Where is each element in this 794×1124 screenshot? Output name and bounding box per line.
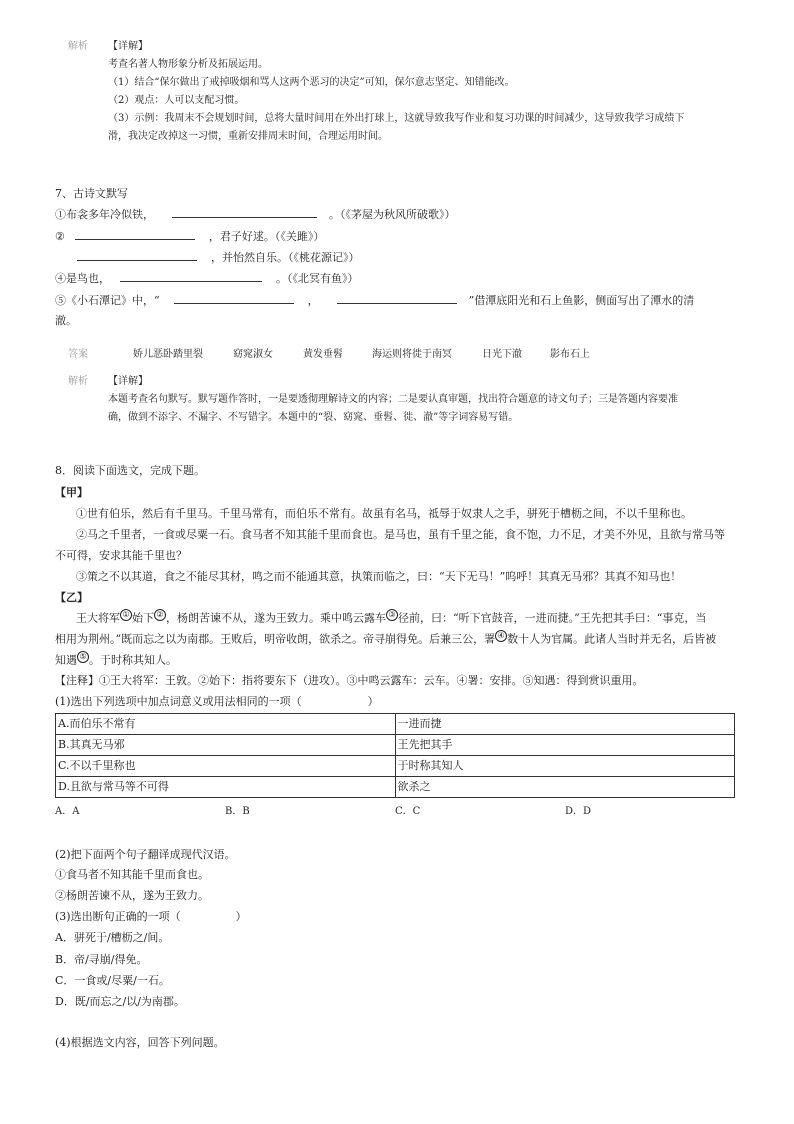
note-marker: ⑤ <box>77 651 89 663</box>
note-marker: ③ <box>386 609 398 621</box>
table-cell: C.不以千里称也 <box>56 756 396 777</box>
poem-text: ② <box>55 230 65 243</box>
passage-paragraph: ②马之千里者，一食或尽粟一石。食马者不知其能千里而食也。是马也，虽有千里之能，食不饱，力不足，才美不外见，且欲与常马等 <box>76 528 725 541</box>
poem-text: ”借潭底阳光和石上鱼影，侧面写出了潭水的清 <box>468 294 695 307</box>
option-a[interactable]: A．骈死于/槽枥之/间。 <box>55 931 170 944</box>
poem-source: 。（《茅屋为秋风所破歌》） <box>329 208 456 221</box>
analysis-line: 确，做到不添字、不漏字、不写错字。本题中的“裂、窈窕、垂髫、徙、澈”等字词容易写错。 <box>108 412 519 423</box>
table-cell: 王先把其手 <box>395 735 735 756</box>
fill-blank[interactable] <box>75 229 195 240</box>
answer-item: 影布石上 <box>550 349 590 360</box>
question-8-title: 8．阅读下面选文，完成下题。 <box>55 464 205 477</box>
fill-blank[interactable] <box>337 293 457 304</box>
poem-line-4 <box>55 271 359 286</box>
analysis-line: 考查名著人物形象分析及拓展运用。 <box>108 59 268 70</box>
analysis-label: 解析 <box>68 376 88 387</box>
passage-paragraph: 相用为荆州。”既而忘之以为南郡。王败后，明帝收朗，欲杀之。帝寻崩得免。后兼三公，署 ④ 数十人为官属。此诸人当时并无名，后皆被 <box>55 631 717 646</box>
choice-c[interactable]: C．C <box>395 806 421 817</box>
answer-item: 黄发垂髫 <box>303 349 343 360</box>
poem-line-5-cont: 澈。 <box>55 314 77 327</box>
analysis-label: 解析 <box>68 41 88 52</box>
analysis-line: 本题考查名句默写。默写题作答时，一是要透彻理解诗文的内容；二是要认真审题，找出符合题意的诗文句子；三是答题内容要准 <box>108 394 678 405</box>
translate-sentence: ②杨朗苦谏不从，遂为王致力。 <box>55 889 209 902</box>
analysis-tag: 【详解】 <box>108 41 148 52</box>
option-d[interactable]: D．既/而忘之/以/为南郡。 <box>55 995 185 1008</box>
answer-item: 日光下澈 <box>482 349 522 360</box>
table-cell: D.且欲与常马等不可得 <box>56 777 396 798</box>
options-table <box>55 713 735 798</box>
translate-sentence: ①食马者不知其能千里而食也。 <box>55 868 209 881</box>
table-row <box>56 777 735 798</box>
answer-item: 海运则将徙于南冥 <box>372 349 452 360</box>
passage-paragraph: ①世有伯乐，然后有千里马。千里马常有，而伯乐不常有。故虽有名马，祗辱于奴隶人之手，骈死于槽枥之间，不以千里称也。 <box>76 507 692 520</box>
note-marker: ① <box>120 609 132 621</box>
analysis-tag: 【详解】 <box>108 376 148 387</box>
subquestion-1: (1)选出下列选项中加点词意义或用法相同的一项（ ） <box>55 695 379 708</box>
note-marker: ④ <box>495 630 507 642</box>
passage-paragraph: 知遇 ⑤ 。于时称其知人。 <box>55 652 177 667</box>
poem-line-5 <box>55 293 694 308</box>
choice-d[interactable]: D．D <box>565 806 592 817</box>
fill-blank[interactable] <box>120 271 262 282</box>
fill-blank[interactable] <box>77 250 197 261</box>
option-b[interactable]: B．帝/寻崩/得免。 <box>55 953 148 966</box>
table-row <box>56 735 735 756</box>
poem-text: ， <box>307 294 319 307</box>
poem-line-3 <box>55 250 360 265</box>
subquestion-2: (2)把下面两个句子翻译成现代汉语。 <box>55 848 236 861</box>
analysis-line: 滑，我决定改掉这一习惯，重新安排周末时间，合理运用时间。 <box>108 131 388 142</box>
poem-source: ，并怡然自乐。（《桃花源记》） <box>211 251 360 264</box>
poem-text: ①布衾多年冷似铁， <box>55 208 154 221</box>
section-jia: 【甲】 <box>55 486 88 499</box>
poem-source: 。（《北冥有鱼》） <box>276 272 359 285</box>
passage-paragraph: 王大将军 ① 始下 ② ，杨朗苦谏不从，遂为王致力。乘中鸣云露车 ③ 径前，曰：“听下官鼓音，一进而捷。”王先把其手曰：“事克，当 <box>76 610 707 625</box>
question-7-title: 7、古诗文默写 <box>55 187 128 200</box>
section-yi: 【乙】 <box>55 591 88 604</box>
table-cell: A.而伯乐不常有 <box>56 714 396 735</box>
table-cell: B.其真无马邪 <box>56 735 396 756</box>
analysis-line: （3）示例：我周末不会规划时间，总将大量时间用在外出打球上，这就导致我写作业和复习功课的时间减少，这导致我学习成绩下 <box>108 113 685 124</box>
poem-line-1 <box>55 207 456 222</box>
analysis-line: （2）观点：人可以支配习惯。 <box>108 95 245 106</box>
poem-text: ④是鸟也， <box>55 272 110 285</box>
answer-item: 窈窕淑女 <box>233 349 273 360</box>
note-marker: ② <box>154 609 166 621</box>
table-row <box>56 714 735 735</box>
table-cell: 欲杀之 <box>395 777 735 798</box>
table-cell: 一进而捷 <box>395 714 735 735</box>
passage-paragraph: 不可得，安求其能千里也？ <box>55 549 187 562</box>
option-c[interactable]: C．一食或/尽粟/一石。 <box>55 974 170 987</box>
poem-source: ，君子好逑。（《关雎》） <box>208 230 325 243</box>
choice-a[interactable]: A．A <box>55 806 80 817</box>
choice-b[interactable]: B．B <box>225 806 250 817</box>
fill-blank[interactable] <box>172 207 317 218</box>
poem-line-2 <box>55 229 324 244</box>
subquestion-4: (4)根据选文内容，回答下列问题。 <box>55 1036 225 1049</box>
analysis-line: （1）结合“保尔做出了戒掉吸烟和骂人这两个恶习的决定”可知，保尔意志坚定、知错能改。 <box>108 77 515 88</box>
answer-label: 答案 <box>68 349 88 360</box>
answer-item: 娇儿恶卧踏里裂 <box>133 349 203 360</box>
subquestion-3: (3)选出断句正确的一项（ ） <box>55 910 247 923</box>
annotation-note: 【注释】①王大将军：王敦。②始下：指将要东下（进攻）。③中鸣云露车：云车。④署：安排。⑤知遇：得到赏识重用。 <box>55 674 644 687</box>
poem-text: ⑤《小石潭记》中，“ <box>55 294 160 307</box>
table-row <box>56 756 735 777</box>
table-cell: 于时称其知人 <box>395 756 735 777</box>
fill-blank[interactable] <box>174 293 294 304</box>
passage-paragraph: ③策之不以其道，食之不能尽其材，鸣之而不能通其意，执策而临之，曰：“天下无马！”呜呼！其真无马邪？其真不知马也！ <box>76 570 682 583</box>
